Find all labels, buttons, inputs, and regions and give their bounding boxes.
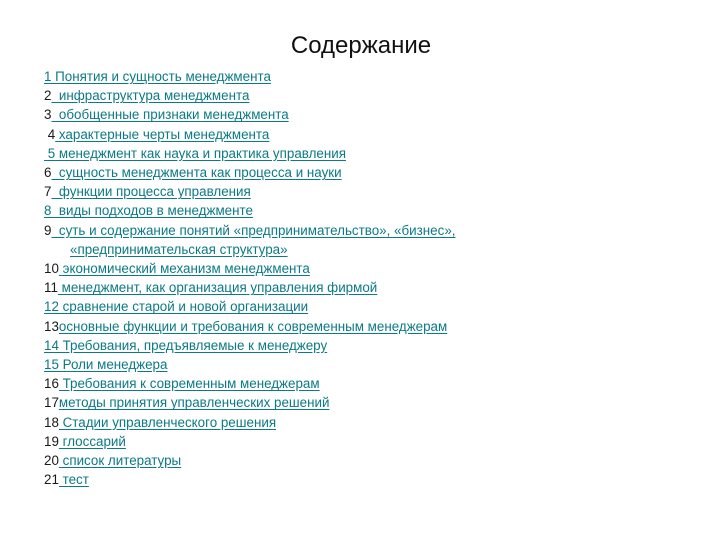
toc-item-11	[44, 278, 704, 297]
toc-link-6[interactable]: сущность менеджмента как процесса и науки	[51, 165, 342, 181]
page-title: Содержание	[290, 32, 432, 59]
toc-item-2	[44, 86, 704, 105]
toc-item-19	[44, 432, 704, 451]
toc-link-15[interactable]: 15 Роли менеджера	[44, 357, 168, 373]
toc-link-8[interactable]: 8 виды подходов в менеджменте	[44, 203, 253, 219]
toc-link-19[interactable]: глоссарий	[58, 433, 126, 449]
toc-item-15	[44, 355, 704, 374]
toc-link-20[interactable]: список литературы	[58, 453, 182, 469]
toc-link-3[interactable]: обобщенные признаки менеджмента	[51, 107, 289, 123]
toc-item-7	[44, 182, 704, 201]
toc-link-16[interactable]: Требования к современным менеджерам	[58, 376, 320, 392]
toc-number-2: 2	[44, 88, 52, 104]
toc-link-4[interactable]: характерные черты менеджмента	[55, 126, 270, 142]
toc-number-19: 19	[44, 433, 59, 449]
toc-link-17[interactable]: методы принятия управленческих решений	[58, 395, 330, 411]
toc-number-6: 6	[44, 165, 52, 181]
toc-item-1	[44, 67, 704, 86]
toc-link-13[interactable]: основные функции и требования к современным менеджерам	[58, 318, 448, 334]
toc-item-12	[44, 297, 704, 316]
toc-link-21[interactable]: тест	[58, 472, 89, 488]
toc-item-9	[44, 221, 704, 259]
toc-number-9: 9	[44, 222, 52, 238]
toc-item-20	[44, 451, 704, 470]
toc-number-20: 20	[44, 453, 59, 469]
toc-link-9[interactable]: суть и содержание понятий «предпринимательство», «бизнес»,	[51, 222, 456, 238]
toc-link-11[interactable]: менеджмент, как организация управления фирмой	[57, 280, 378, 296]
toc-item-21	[44, 470, 704, 489]
toc-number-17: 17	[44, 395, 59, 411]
toc-item-13	[44, 317, 704, 336]
toc-link-7[interactable]: функции процесса управления	[51, 184, 251, 200]
toc-link-10[interactable]: экономический механизм менеджмента	[58, 261, 310, 277]
toc-number-10: 10	[44, 261, 59, 277]
toc-number-13: 13	[44, 318, 59, 334]
toc-number-3: 3	[44, 107, 52, 123]
toc-item-4	[44, 125, 704, 144]
toc-link-18[interactable]: Стадии управленческого решения	[58, 414, 277, 430]
toc-number-21: 21	[44, 472, 59, 488]
toc-link-5[interactable]: 5 менеджмент как наука и практика управления	[44, 145, 346, 161]
toc-link-2[interactable]: инфраструктура менеджмента	[51, 88, 250, 104]
toc-item-5	[44, 144, 704, 163]
table-of-contents	[44, 67, 704, 489]
toc-number-18: 18	[44, 414, 59, 430]
toc-number-16: 16	[44, 376, 59, 392]
toc-item-14	[44, 336, 704, 355]
toc-number-4: 4	[44, 126, 56, 142]
toc-item-17	[44, 393, 704, 412]
toc-link-14[interactable]: 14 Требования, предъявляемые к менеджеру	[44, 337, 328, 353]
toc-item-16	[44, 374, 704, 393]
toc-item-6	[44, 163, 704, 182]
toc-item-10	[44, 259, 704, 278]
toc-link-1[interactable]: 1 Понятия и сущность менеджмента	[44, 69, 271, 84]
toc-number-7: 7	[44, 184, 52, 200]
toc-item-18	[44, 413, 704, 432]
toc-link-9-continuation[interactable]: «предпринимательская структура»	[70, 241, 288, 257]
toc-number-11: 11	[44, 280, 58, 296]
toc-link-12[interactable]: 12 сравнение старой и новой организации	[44, 299, 309, 315]
toc-item-8	[44, 201, 704, 220]
toc-item-3	[44, 105, 704, 124]
